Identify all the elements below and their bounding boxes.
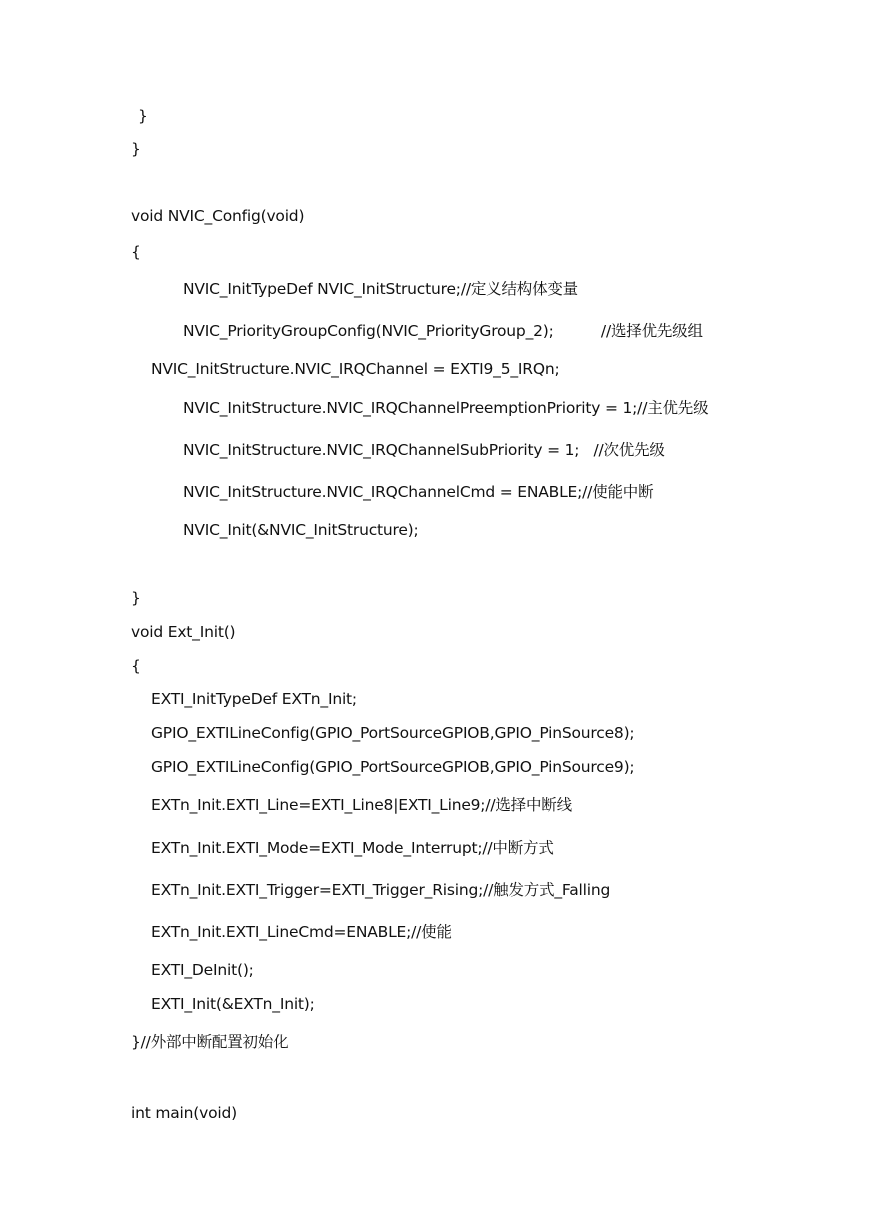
code-line: { bbox=[131, 657, 141, 675]
code-line: NVIC_InitStructure.NVIC_IRQChannelSubPriority = 1; //次优先级 bbox=[183, 441, 665, 459]
code-line: void Ext_Init() bbox=[131, 623, 236, 641]
code-line: EXTn_Init.EXTI_Mode=EXTI_Mode_Interrupt;//中断方式 bbox=[151, 839, 554, 857]
code-line: }//外部中断配置初始化 bbox=[131, 1033, 289, 1051]
code-line: EXTI_DeInit(); bbox=[151, 961, 254, 979]
code-line: NVIC_Init(&NVIC_InitStructure); bbox=[183, 521, 419, 539]
code-line: EXTI_InitTypeDef EXTn_Init; bbox=[151, 690, 357, 708]
code-line: EXTI_Init(&EXTn_Init); bbox=[151, 995, 315, 1013]
code-line: GPIO_EXTILineConfig(GPIO_PortSourceGPIOB,GPIO_PinSource9); bbox=[151, 758, 635, 776]
code-line: EXTn_Init.EXTI_LineCmd=ENABLE;//使能 bbox=[151, 923, 452, 941]
code-line: GPIO_EXTILineConfig(GPIO_PortSourceGPIOB,GPIO_PinSource8); bbox=[151, 724, 635, 742]
code-line: NVIC_PriorityGroupConfig(NVIC_PriorityGroup_2); //选择优先级组 bbox=[183, 322, 703, 340]
code-line: NVIC_InitStructure.NVIC_IRQChannelPreemptionPriority = 1;//主优先级 bbox=[183, 399, 709, 417]
code-line: } bbox=[138, 107, 148, 125]
code-line: NVIC_InitStructure.NVIC_IRQChannelCmd = ENABLE;//使能中断 bbox=[183, 483, 654, 501]
code-line: int main(void) bbox=[131, 1104, 237, 1122]
code-line: void NVIC_Config(void) bbox=[131, 207, 305, 225]
code-line: EXTn_Init.EXTI_Line=EXTI_Line8|EXTI_Line9;//选择中断线 bbox=[151, 796, 572, 814]
code-line: } bbox=[131, 589, 141, 607]
code-line: NVIC_InitTypeDef NVIC_InitStructure;//定义结构体变量 bbox=[183, 280, 578, 298]
code-line: { bbox=[131, 243, 141, 261]
code-line: } bbox=[131, 140, 141, 158]
code-line: NVIC_InitStructure.NVIC_IRQChannel = EXTI9_5_IRQn; bbox=[151, 360, 560, 378]
code-line: EXTn_Init.EXTI_Trigger=EXTI_Trigger_Rising;//触发方式_Falling bbox=[151, 881, 611, 899]
